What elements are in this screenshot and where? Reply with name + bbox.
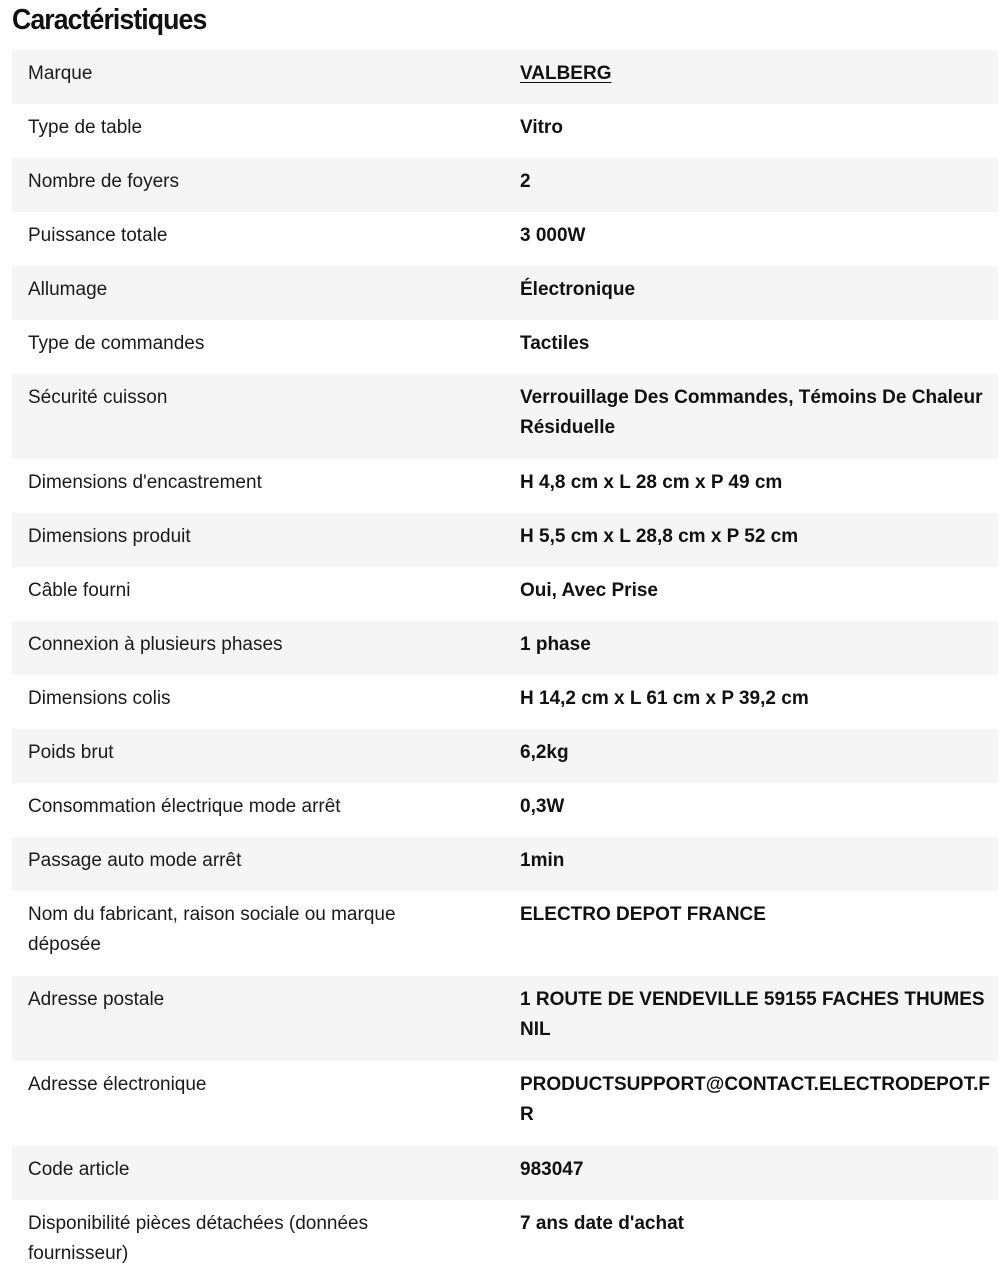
specs-table xyxy=(12,50,998,1285)
spec-row-phases xyxy=(12,621,998,675)
spec-row-email-address xyxy=(12,1061,998,1146)
spec-label: Adresse postale xyxy=(28,989,165,1010)
spec-label: Nom du fabricant, raison sociale ou marque déposée xyxy=(28,904,396,955)
spec-value: Électronique xyxy=(520,279,636,300)
section-title: Caractéristiques xyxy=(12,4,207,36)
spec-value: 1min xyxy=(520,850,565,871)
spec-row-package-dimensions xyxy=(12,675,998,729)
spec-row-safety xyxy=(12,374,998,459)
spec-value xyxy=(520,59,998,89)
spec-value: 1 ROUTE DE VENDEVILLE 59155 FACHES THUMESNIL xyxy=(520,989,985,1040)
spec-label: Code article xyxy=(28,1159,130,1180)
spec-label: Disponibilité pièces détachées (données fournisseur) xyxy=(28,1213,369,1264)
spec-label: Poids brut xyxy=(28,742,114,763)
spec-value: Tactiles xyxy=(520,333,590,354)
spec-label: Puissance totale xyxy=(28,225,168,246)
spec-row-product-dimensions xyxy=(12,513,998,567)
spec-row-cutout-dimensions xyxy=(12,459,998,513)
spec-value: H 5,5 cm x L 28,8 cm x P 52 cm xyxy=(520,526,799,547)
spec-value: ELECTRO DEPOT FRANCE xyxy=(520,904,766,925)
spec-value: Oui, Avec Prise xyxy=(520,580,658,601)
spec-row-off-mode-power xyxy=(12,783,998,837)
spec-row-ignition xyxy=(12,266,998,320)
spec-row-burners xyxy=(12,158,998,212)
spec-label: Câble fourni xyxy=(28,580,131,601)
spec-value: 983047 xyxy=(520,1159,584,1180)
spec-label: Connexion à plusieurs phases xyxy=(28,634,283,655)
spec-row-postal-address xyxy=(12,976,998,1061)
brand-link[interactable]: VALBERG xyxy=(520,63,612,84)
spec-value: Verrouillage Des Commandes, Témoins De Chaleur Résiduelle xyxy=(520,387,983,438)
spec-row-table-type xyxy=(12,104,998,158)
spec-label: Dimensions produit xyxy=(28,526,191,547)
spec-value: 2 xyxy=(520,171,531,192)
spec-value: 0,3W xyxy=(520,796,565,817)
spec-label: Consommation électrique mode arrêt xyxy=(28,796,341,817)
spec-row-article-code xyxy=(12,1146,998,1200)
spec-value: H 14,2 cm x L 61 cm x P 39,2 cm xyxy=(520,688,809,709)
spec-value: 6,2kg xyxy=(520,742,569,763)
spec-value: 1 phase xyxy=(520,634,591,655)
spec-label: Sécurité cuisson xyxy=(28,387,168,408)
spec-label: Allumage xyxy=(28,279,108,300)
spec-value: 7 ans date d'achat xyxy=(520,1213,684,1234)
spec-row-gross-weight xyxy=(12,729,998,783)
spec-value: PRODUCTSUPPORT@CONTACT.ELECTRODEPOT.FR xyxy=(520,1074,990,1125)
spec-row-controls xyxy=(12,320,998,374)
spec-label: Type de commandes xyxy=(28,333,205,354)
spec-label: Passage auto mode arrêt xyxy=(28,850,242,871)
spec-label: Adresse électronique xyxy=(28,1074,207,1095)
spec-row-manufacturer xyxy=(12,891,998,976)
spec-value: H 4,8 cm x L 28 cm x P 49 cm xyxy=(520,472,783,493)
spec-label: Nombre de foyers xyxy=(28,171,180,192)
spec-row-brand xyxy=(12,50,998,104)
spec-row-auto-off xyxy=(12,837,998,891)
spec-row-cable xyxy=(12,567,998,621)
spec-label: Dimensions d'encastrement xyxy=(28,472,262,493)
spec-label: Type de table xyxy=(28,117,143,138)
spec-value: 3 000W xyxy=(520,225,586,246)
spec-row-spare-parts xyxy=(12,1200,998,1285)
spec-label: Marque xyxy=(28,63,93,84)
spec-row-total-power xyxy=(12,212,998,266)
spec-value: Vitro xyxy=(520,117,563,138)
spec-label: Dimensions colis xyxy=(28,688,171,709)
